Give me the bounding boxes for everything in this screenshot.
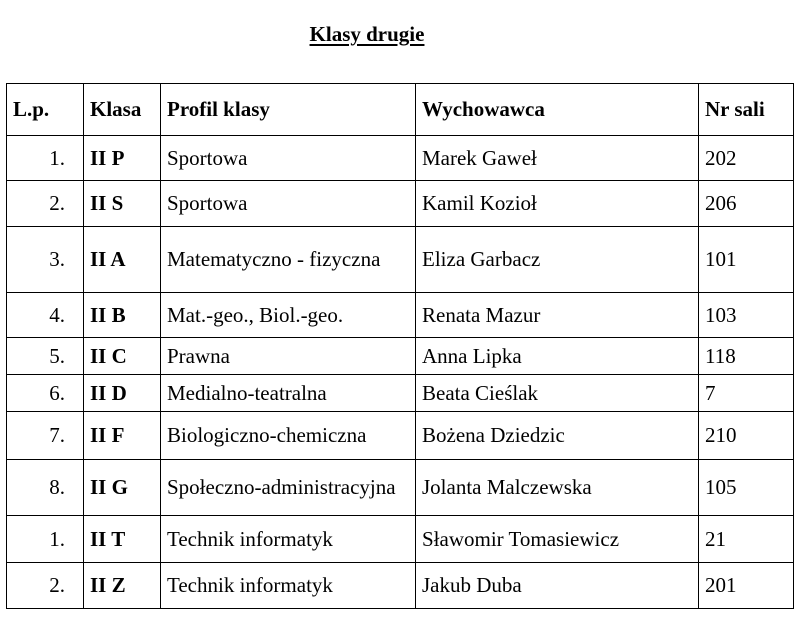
cell-wychowawca: Eliza Garbacz [416,227,699,293]
table-row [7,412,794,460]
cell-klasa: II Z [84,563,161,609]
cell-klasa: II B [84,293,161,338]
cell-nr-sali: 7 [699,375,794,412]
cell-klasa: II A [84,227,161,293]
table-row [7,338,794,375]
table-row [7,293,794,338]
cell-wychowawca: Marek Gaweł [416,136,699,181]
cell-nr-sali: 118 [699,338,794,375]
cell-nr-sali: 21 [699,516,794,563]
cell-lp: 3. [7,227,84,293]
cell-lp: 2. [7,563,84,609]
cell-profil: Medialno-teatralna [161,375,416,412]
cell-wychowawca: Jolanta Malczewska [416,460,699,516]
cell-lp: 7. [7,412,84,460]
cell-nr-sali: 105 [699,460,794,516]
classes-table [6,83,794,609]
cell-lp: 8. [7,460,84,516]
cell-wychowawca: Sławomir Tomasiewicz [416,516,699,563]
cell-profil: Społeczno-administracyjna [161,460,416,516]
cell-lp: 2. [7,181,84,227]
cell-profil: Matematyczno - fizyczna [161,227,416,293]
header-klasa: Klasa [84,84,161,136]
table-row [7,516,794,563]
cell-profil: Sportowa [161,136,416,181]
cell-wychowawca: Bożena Dziedzic [416,412,699,460]
cell-nr-sali: 201 [699,563,794,609]
cell-profil: Technik informatyk [161,563,416,609]
header-nr-sali: Nr sali [699,84,794,136]
table-header-row [7,84,794,136]
cell-lp: 5. [7,338,84,375]
cell-lp: 1. [7,516,84,563]
cell-lp: 6. [7,375,84,412]
cell-klasa: II F [84,412,161,460]
cell-profil: Prawna [161,338,416,375]
cell-klasa: II P [84,136,161,181]
cell-klasa: II T [84,516,161,563]
table-row [7,227,794,293]
cell-klasa: II D [84,375,161,412]
header-lp: L.p. [7,84,84,136]
document-title: Klasy drugie [309,22,425,46]
cell-profil: Mat.-geo., Biol.-geo. [161,293,416,338]
cell-wychowawca: Anna Lipka [416,338,699,375]
cell-klasa: II C [84,338,161,375]
cell-profil: Biologiczno-chemiczna [161,412,416,460]
cell-nr-sali: 101 [699,227,794,293]
table-row [7,375,794,412]
cell-wychowawca: Renata Mazur [416,293,699,338]
table-row [7,181,794,227]
cell-nr-sali: 202 [699,136,794,181]
table-row [7,136,794,181]
cell-lp: 1. [7,136,84,181]
cell-lp: 4. [7,293,84,338]
cell-wychowawca: Kamil Kozioł [416,181,699,227]
cell-nr-sali: 206 [699,181,794,227]
header-wychowawca: Wychowawca [416,84,699,136]
cell-klasa: II S [84,181,161,227]
cell-nr-sali: 103 [699,293,794,338]
table-row [7,460,794,516]
cell-nr-sali: 210 [699,412,794,460]
cell-wychowawca: Jakub Duba [416,563,699,609]
cell-profil: Sportowa [161,181,416,227]
cell-klasa: II G [84,460,161,516]
cell-profil: Technik informatyk [161,516,416,563]
header-profil: Profil klasy [161,84,416,136]
cell-wychowawca: Beata Cieślak [416,375,699,412]
table-row [7,563,794,609]
